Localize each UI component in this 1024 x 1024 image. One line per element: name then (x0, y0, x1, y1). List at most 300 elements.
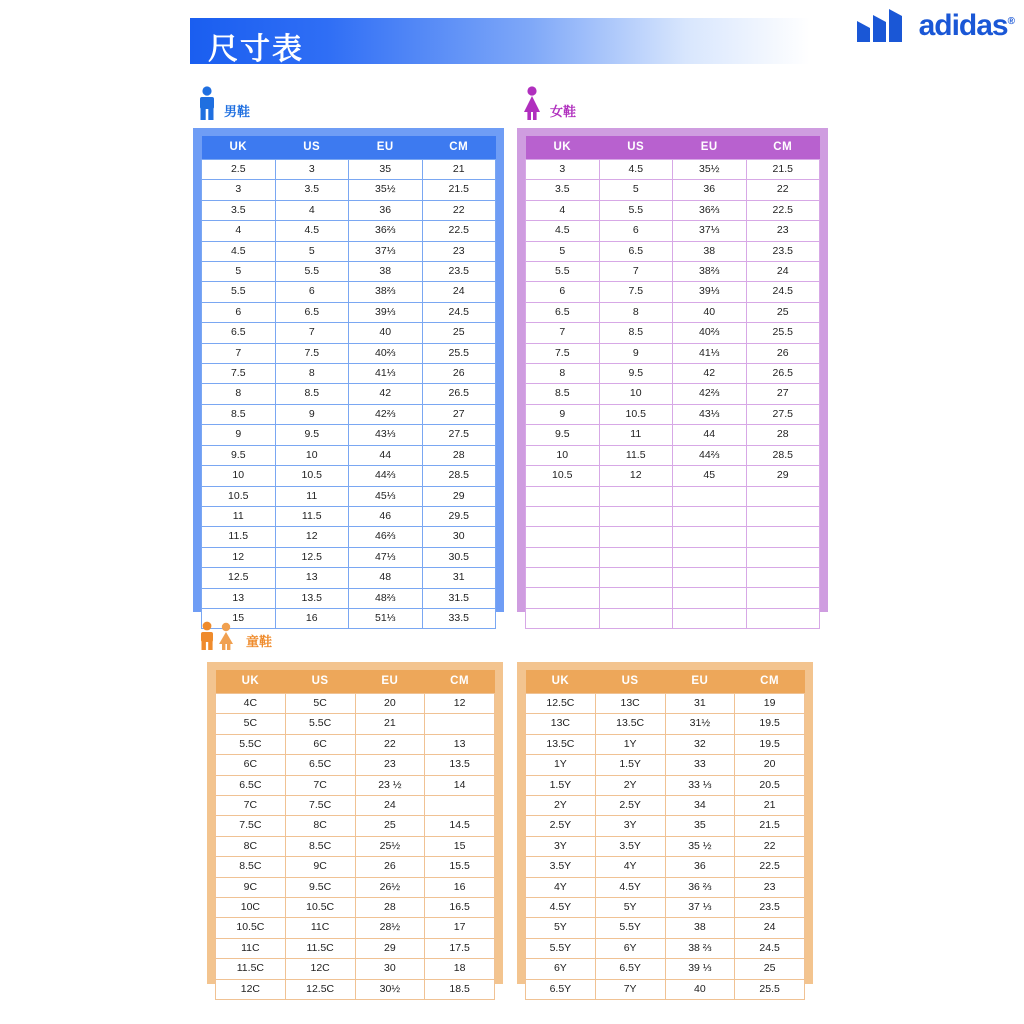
kids-right-table-row-cell: 6Y (526, 959, 596, 979)
men-col-cm: CM (422, 136, 496, 160)
women-table-row-cell: 35½ (673, 160, 747, 180)
men-col-uk: UK (202, 136, 276, 160)
women-table-row-cell (599, 486, 673, 506)
men-table-row-cell: 39⅓ (349, 302, 423, 322)
men-table-row (202, 466, 496, 486)
kids-right-table-row-cell: 1.5Y (526, 775, 596, 795)
kids-size-table-right-panel (517, 662, 813, 995)
kids-right-table-row (526, 836, 805, 856)
page-header-banner (190, 18, 810, 67)
kids-left-col-us: US (285, 670, 355, 694)
men-size-table-panel (193, 128, 504, 624)
kids-right-col-eu: EU (665, 670, 735, 694)
women-table-row-cell: 9.5 (526, 425, 600, 445)
women-table-row-cell (673, 608, 747, 628)
kids-left-table-row-cell: 9C (285, 857, 355, 877)
men-table-row-cell: 5.5 (202, 282, 276, 302)
men-table-row (202, 221, 496, 241)
kids-right-table-row-cell: 21.5 (735, 816, 805, 836)
women-table-row-cell (599, 608, 673, 628)
kids-left-table-row-cell: 20 (355, 694, 425, 714)
kids-left-table-row-cell: 16.5 (425, 898, 495, 918)
women-table-row-cell (599, 547, 673, 567)
adidas-logo (857, 9, 1014, 43)
women-table-row-cell (673, 588, 747, 608)
kids-right-table-row (526, 877, 805, 897)
women-table-row-cell: 24.5 (746, 282, 820, 302)
kids-left-table-row-cell: 14 (425, 775, 495, 795)
women-table-row-cell (526, 608, 600, 628)
women-table-row-cell: 7.5 (526, 343, 600, 363)
kids-right-table-row-cell: 2Y (526, 796, 596, 816)
women-table-row-cell: 5 (599, 180, 673, 200)
women-table-row-cell: 11 (599, 425, 673, 445)
women-table-row-cell: 5.5 (526, 262, 600, 282)
men-table-row-cell: 51⅓ (349, 608, 423, 628)
women-table-row (526, 588, 820, 608)
kids-left-table-row-cell: 9C (216, 877, 286, 897)
women-table-row (526, 445, 820, 465)
women-table-row (526, 160, 820, 180)
kids-left-table-row (216, 877, 495, 897)
kids-left-table-row-cell: 12.5C (285, 979, 355, 999)
men-table-row-cell: 27.5 (422, 425, 496, 445)
women-table-row-cell: 26.5 (746, 364, 820, 384)
kids-right-table-row-cell: 32 (665, 734, 735, 754)
women-table-row-cell (673, 527, 747, 547)
women-table-row-cell (526, 568, 600, 588)
women-col-us: US (599, 136, 673, 160)
women-section-label (520, 86, 576, 120)
kids-right-table-row-cell: 36 (665, 857, 735, 877)
kids-left-table-row-cell: 16 (425, 877, 495, 897)
kids-right-table-row-cell: 31½ (665, 714, 735, 734)
men-table-row (202, 384, 496, 404)
kids-left-table-row-cell: 26 (355, 857, 425, 877)
kids-right-table-row-cell: 24.5 (735, 938, 805, 958)
women-table-row-cell: 7.5 (599, 282, 673, 302)
kids-right-table-row-cell: 23 (735, 877, 805, 897)
kids-left-table-row-cell: 8C (216, 836, 286, 856)
men-table-row (202, 282, 496, 302)
women-table-row-cell: 44⅔ (673, 445, 747, 465)
men-table-row-cell: 24 (422, 282, 496, 302)
kids-left-table-row-cell: 6C (216, 755, 286, 775)
men-table-row (202, 302, 496, 322)
kids-right-table-row (526, 938, 805, 958)
men-table-row-cell: 35½ (349, 180, 423, 200)
kids-left-table-row-cell: 15.5 (425, 857, 495, 877)
men-table-row-cell: 44⅔ (349, 466, 423, 486)
women-table-row-cell: 37⅓ (673, 221, 747, 241)
kids-right-table-row-cell: 21 (735, 796, 805, 816)
women-table-row-cell: 4.5 (599, 160, 673, 180)
men-table-row-cell: 4 (275, 200, 349, 220)
men-table-row (202, 568, 496, 588)
kids-left-table-row-cell: 22 (355, 734, 425, 754)
kids-right-table-row (526, 959, 805, 979)
women-table-row-cell: 5.5 (599, 200, 673, 220)
men-table-row-cell: 6.5 (275, 302, 349, 322)
women-table-row-cell: 38⅔ (673, 262, 747, 282)
women-table-row-cell: 28 (746, 425, 820, 445)
men-table-row-cell: 10 (202, 466, 276, 486)
women-table-row (526, 608, 820, 628)
men-table-row-cell: 30.5 (422, 547, 496, 567)
kids-left-table-row-cell: 11.5C (216, 959, 286, 979)
kids-right-table-row-cell: 35 (665, 816, 735, 836)
kids-right-table-row-cell: 36 ⅔ (665, 877, 735, 897)
women-table-row-cell (526, 547, 600, 567)
men-table-row-cell: 8 (202, 384, 276, 404)
kids-left-table-row-cell: 8C (285, 816, 355, 836)
men-table-row-cell: 7.5 (202, 364, 276, 384)
men-table-row-cell: 25 (422, 323, 496, 343)
women-table-row-cell: 7 (526, 323, 600, 343)
registered-mark: ® (1007, 16, 1014, 27)
men-table-row-cell: 3.5 (275, 180, 349, 200)
men-table-row-cell: 45⅓ (349, 486, 423, 506)
kids-left-table-row-cell: 15 (425, 836, 495, 856)
men-table-row-cell: 26.5 (422, 384, 496, 404)
women-table-row (526, 343, 820, 363)
women-table-row-cell (599, 527, 673, 547)
men-table-row (202, 486, 496, 506)
kids-left-table-row (216, 836, 495, 856)
women-table-row-cell (746, 568, 820, 588)
men-table-row-cell: 29 (422, 486, 496, 506)
men-table-row (202, 445, 496, 465)
women-table-row (526, 506, 820, 526)
men-table-row (202, 588, 496, 608)
men-table-row-cell: 12 (275, 527, 349, 547)
women-table-row-cell: 21.5 (746, 160, 820, 180)
women-table-row-cell: 6.5 (599, 241, 673, 261)
men-table-row (202, 425, 496, 445)
kids-left-table-row-cell: 11.5C (285, 938, 355, 958)
men-table-row-cell: 22 (422, 200, 496, 220)
men-table-row-cell: 12.5 (202, 568, 276, 588)
kids-right-table-row-cell: 19.5 (735, 714, 805, 734)
kids-right-table-row-cell: 25 (735, 959, 805, 979)
kids-right-table-row-cell: 40 (665, 979, 735, 999)
kids-left-table-row (216, 755, 495, 775)
kids-label-text: 童鞋 (246, 635, 273, 650)
women-table-row-cell (746, 588, 820, 608)
kids-left-table-row-cell: 28½ (355, 918, 425, 938)
women-table-row-cell (526, 527, 600, 547)
women-table-row-cell: 22 (746, 180, 820, 200)
men-table-row-cell: 6 (275, 282, 349, 302)
women-table-row-cell (746, 547, 820, 567)
kids-left-table-row (216, 959, 495, 979)
women-table-row-cell: 36⅔ (673, 200, 747, 220)
kids-left-table-row-cell: 7C (216, 796, 286, 816)
kids-right-table-row (526, 755, 805, 775)
kids-right-table-row-cell: 4.5Y (526, 898, 596, 918)
women-table-row-cell (673, 568, 747, 588)
women-table-row-cell: 9.5 (599, 364, 673, 384)
kids-left-table-row-cell: 12C (216, 979, 286, 999)
women-table-row-cell (673, 486, 747, 506)
women-table-row-cell: 8 (599, 302, 673, 322)
men-col-us: US (275, 136, 349, 160)
men-table-row (202, 200, 496, 220)
kids-left-table-row (216, 816, 495, 836)
women-table-row-cell (599, 568, 673, 588)
kids-right-col-us: US (595, 670, 665, 694)
men-table-row-cell: 46 (349, 506, 423, 526)
men-table-row-cell: 5 (202, 262, 276, 282)
kids-left-table-row (216, 796, 495, 816)
women-table-row-cell (673, 547, 747, 567)
kids-left-table-row-cell: 18.5 (425, 979, 495, 999)
men-table-row (202, 364, 496, 384)
kids-left-col-uk: UK (216, 670, 286, 694)
kids-left-table-row-cell: 4C (216, 694, 286, 714)
kids-right-table-row-cell: 3Y (526, 836, 596, 856)
women-table-row-cell: 36 (673, 180, 747, 200)
kids-right-table-row-cell: 13C (526, 714, 596, 734)
page-title: 尺寸表 (208, 32, 304, 67)
men-table-row-cell: 40 (349, 323, 423, 343)
kids-right-table-row-cell: 19 (735, 694, 805, 714)
kids-left-table-row-cell: 10C (216, 898, 286, 918)
kids-left-col-eu: EU (355, 670, 425, 694)
kids-right-table-row-cell: 22.5 (735, 857, 805, 877)
men-table-row (202, 527, 496, 547)
kids-left-table-row-cell: 6.5C (285, 755, 355, 775)
kids-right-table-row-cell: 20 (735, 755, 805, 775)
men-size-table (201, 136, 496, 629)
kids-left-col-cm: CM (425, 670, 495, 694)
women-table-row-cell: 6 (526, 282, 600, 302)
men-table-row-cell: 40⅔ (349, 343, 423, 363)
kids-left-table-row-cell: 11C (285, 918, 355, 938)
women-table-row-cell: 42⅔ (673, 384, 747, 404)
women-table-row-cell: 7 (599, 262, 673, 282)
kids-right-table-row-cell: 1.5Y (595, 755, 665, 775)
men-table-row (202, 506, 496, 526)
men-table-row-cell: 11 (275, 486, 349, 506)
children-figures-icon (196, 620, 240, 650)
men-table-row-cell: 21.5 (422, 180, 496, 200)
kids-right-table-row (526, 898, 805, 918)
men-section-label (196, 86, 250, 120)
kids-left-table-row-cell: 25 (355, 816, 425, 836)
kids-left-table-row (216, 979, 495, 999)
women-table-row (526, 282, 820, 302)
men-table-row-cell: 9.5 (275, 425, 349, 445)
kids-left-table-row-cell: 13.5 (425, 755, 495, 775)
men-table-row-cell: 43⅓ (349, 425, 423, 445)
kids-size-table-right (525, 670, 805, 1000)
adidas-three-bars-icon (857, 9, 911, 43)
kids-right-table-row-cell: 5.5Y (595, 918, 665, 938)
women-table-row-cell: 5 (526, 241, 600, 261)
women-table-row-cell: 27.5 (746, 404, 820, 424)
kids-left-table-row-cell (425, 714, 495, 734)
kids-left-table-row-cell: 5C (285, 694, 355, 714)
kids-left-table-row-cell: 29 (355, 938, 425, 958)
kids-right-table-row-cell: 13.5C (595, 714, 665, 734)
men-table-row-cell: 26 (422, 364, 496, 384)
women-table-row (526, 404, 820, 424)
men-table-row-cell: 8 (275, 364, 349, 384)
men-table-row-cell: 6.5 (202, 323, 276, 343)
men-table-row (202, 262, 496, 282)
kids-right-col-cm: CM (735, 670, 805, 694)
kids-right-table-row-cell: 24 (735, 918, 805, 938)
women-table-row (526, 221, 820, 241)
men-table-row-cell: 12 (202, 547, 276, 567)
kids-left-table-row (216, 734, 495, 754)
men-table-row-cell: 7 (275, 323, 349, 343)
kids-right-table-row-cell: 34 (665, 796, 735, 816)
men-table-row (202, 180, 496, 200)
kids-right-table-row-cell: 23.5 (735, 898, 805, 918)
women-table-row-cell (673, 506, 747, 526)
women-table-row (526, 568, 820, 588)
men-table-row-cell: 5 (275, 241, 349, 261)
kids-left-table-row-cell: 7C (285, 775, 355, 795)
kids-left-table-row-cell: 28 (355, 898, 425, 918)
women-table-row-cell (746, 527, 820, 547)
women-table-row (526, 200, 820, 220)
women-table-row-cell: 39⅓ (673, 282, 747, 302)
women-table-row-cell: 26 (746, 343, 820, 363)
kids-left-table-row-cell: 6C (285, 734, 355, 754)
men-table-row-cell: 7.5 (275, 343, 349, 363)
women-table-row-cell: 6 (599, 221, 673, 241)
women-table-row-cell: 25.5 (746, 323, 820, 343)
kids-right-table-row-cell: 3.5Y (526, 857, 596, 877)
women-table-row-cell: 3.5 (526, 180, 600, 200)
men-table-row-cell: 35 (349, 160, 423, 180)
men-table-row-cell: 28.5 (422, 466, 496, 486)
men-table-row-cell: 13.5 (275, 588, 349, 608)
kids-right-table-row (526, 694, 805, 714)
men-table-row-cell: 12.5 (275, 547, 349, 567)
kids-right-table-row-cell: 2.5Y (526, 816, 596, 836)
kids-left-table-row (216, 694, 495, 714)
men-table-row-cell: 11 (202, 506, 276, 526)
kids-left-table-body (216, 694, 495, 1000)
kids-right-table-row-cell: 4Y (526, 877, 596, 897)
kids-right-table-row-cell: 38 (665, 918, 735, 938)
women-table-row-cell: 8.5 (526, 384, 600, 404)
kids-right-table-row-cell: 22 (735, 836, 805, 856)
men-table-body (202, 160, 496, 629)
women-table-row-cell: 3 (526, 160, 600, 180)
women-table-row (526, 364, 820, 384)
kids-left-table-row-cell: 14.5 (425, 816, 495, 836)
kids-right-table-row (526, 714, 805, 734)
men-table-row (202, 241, 496, 261)
kids-right-table-row-cell: 4Y (595, 857, 665, 877)
kids-left-table-row (216, 938, 495, 958)
kids-left-table-row (216, 714, 495, 734)
kids-right-table-row-cell: 33 ⅓ (665, 775, 735, 795)
men-table-row (202, 343, 496, 363)
men-label-text: 男鞋 (224, 105, 251, 120)
women-table-row-cell: 9 (526, 404, 600, 424)
kids-left-table-row-cell (425, 796, 495, 816)
men-table-row-cell: 13 (275, 568, 349, 588)
kids-left-table-row-cell: 12C (285, 959, 355, 979)
kids-right-table-row-cell: 12.5C (526, 694, 596, 714)
women-size-table (525, 136, 820, 629)
kids-right-table-row-cell: 20.5 (735, 775, 805, 795)
men-table-row-cell: 6 (202, 302, 276, 322)
kids-right-table-row-cell: 6.5Y (595, 959, 665, 979)
kids-left-table-row-cell: 21 (355, 714, 425, 734)
men-table-row-cell: 36⅔ (349, 221, 423, 241)
men-table-row-cell: 37⅓ (349, 241, 423, 261)
men-table-row-cell: 30 (422, 527, 496, 547)
women-table-row (526, 323, 820, 343)
men-table-row-cell: 16 (275, 608, 349, 628)
kids-left-table-row-cell: 10.5C (285, 898, 355, 918)
women-table-row-cell: 9 (599, 343, 673, 363)
women-table-row (526, 466, 820, 486)
kids-right-table-row (526, 979, 805, 999)
men-table-row-cell: 47⅓ (349, 547, 423, 567)
kids-left-table-row (216, 918, 495, 938)
women-table-row-cell: 40⅔ (673, 323, 747, 343)
women-table-row-cell: 44 (673, 425, 747, 445)
women-table-row-cell (526, 588, 600, 608)
men-table-row-cell: 4.5 (202, 241, 276, 261)
men-table-row-cell: 23.5 (422, 262, 496, 282)
men-table-row-cell: 15 (202, 608, 276, 628)
men-table-row-cell: 3 (202, 180, 276, 200)
kids-left-table-row (216, 898, 495, 918)
men-table-row-cell: 44 (349, 445, 423, 465)
men-table-row-cell: 10.5 (275, 466, 349, 486)
men-table-row-cell: 8.5 (202, 404, 276, 424)
men-table-row (202, 404, 496, 424)
women-table-row-cell: 25 (746, 302, 820, 322)
men-table-row-cell: 9 (202, 425, 276, 445)
women-table-row-cell: 8 (526, 364, 600, 384)
men-table-row-cell: 8.5 (275, 384, 349, 404)
kids-right-table-row-cell: 33 (665, 755, 735, 775)
adidas-wordmark (919, 9, 1014, 43)
kids-right-table-row-cell: 13.5C (526, 734, 596, 754)
women-table-row (526, 384, 820, 404)
men-table-row-cell: 28 (422, 445, 496, 465)
kids-right-table-row-cell: 1Y (595, 734, 665, 754)
kids-size-table-left (215, 670, 495, 1000)
women-table-row-cell (746, 486, 820, 506)
men-table-row-cell: 33.5 (422, 608, 496, 628)
women-table-row-cell: 24 (746, 262, 820, 282)
men-table-row-cell: 7 (202, 343, 276, 363)
women-table-row-cell: 45 (673, 466, 747, 486)
women-table-row (526, 302, 820, 322)
kids-left-table-row-cell: 30½ (355, 979, 425, 999)
kids-right-table-row-cell: 4.5Y (595, 877, 665, 897)
women-table-row-cell: 10.5 (526, 466, 600, 486)
kids-right-table-row-cell: 5.5Y (526, 938, 596, 958)
kids-left-table-row-cell: 26½ (355, 877, 425, 897)
kids-left-header-row (216, 670, 495, 694)
men-col-eu: EU (349, 136, 423, 160)
kids-left-table-row-cell: 7.5C (216, 816, 286, 836)
kids-right-table-row-cell: 3Y (595, 816, 665, 836)
kids-left-table-row-cell: 12 (425, 694, 495, 714)
